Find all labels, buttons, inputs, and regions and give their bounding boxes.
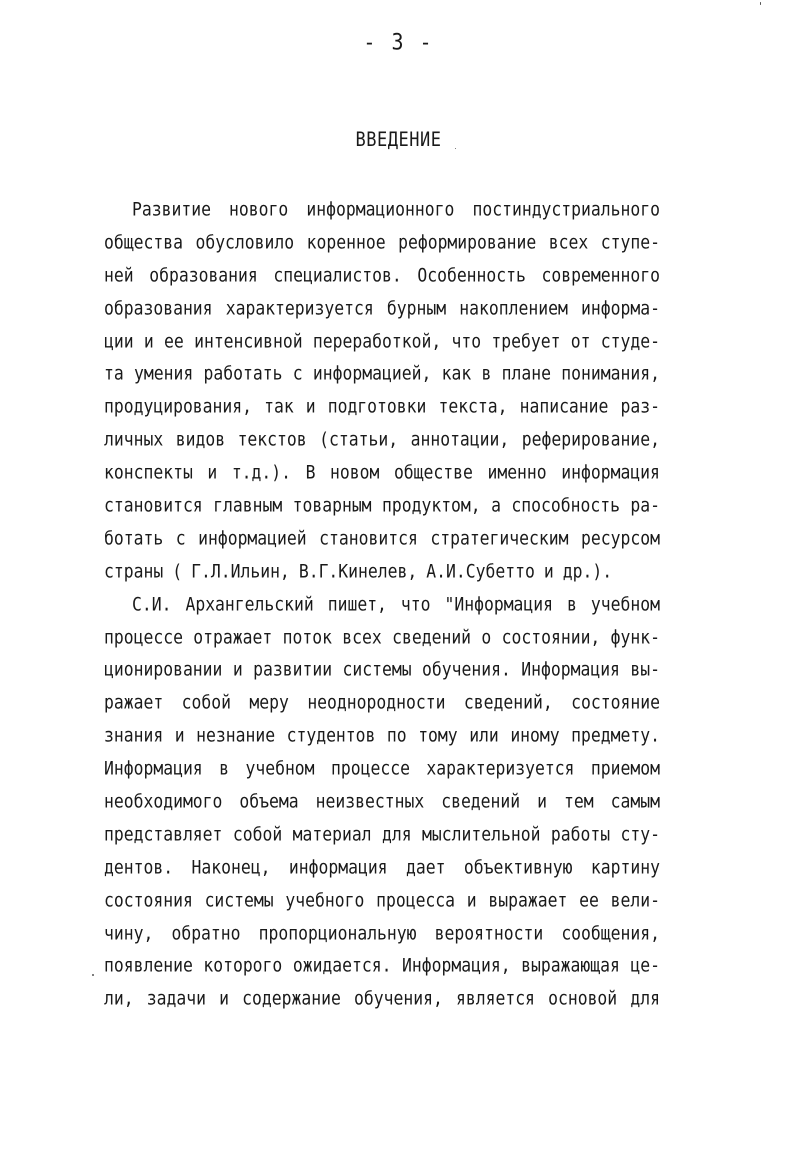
text-line — [104, 488, 660, 525]
word: постиндустриального — [472, 198, 660, 221]
word: сведений — [392, 626, 472, 648]
word: умения — [134, 363, 194, 385]
word: неизвестных — [315, 790, 425, 813]
page-number: - 3 - — [363, 28, 434, 56]
word: интенсивной — [194, 330, 303, 352]
word: для — [381, 823, 412, 845]
word: чину, — [104, 922, 154, 944]
word: по — [386, 724, 407, 747]
word: (статьи, — [319, 428, 399, 451]
text-line — [104, 916, 660, 953]
word: так — [264, 396, 294, 418]
word: ционировании — [104, 659, 223, 681]
word: Наконец, — [191, 856, 271, 878]
text-line — [104, 422, 660, 459]
text-line — [104, 949, 660, 986]
word: аннотации, — [410, 428, 510, 451]
word: студе- — [600, 330, 660, 352]
word: учебном — [590, 593, 660, 615]
word: выражает — [488, 889, 568, 911]
text-line — [104, 620, 660, 657]
word: становится — [319, 527, 418, 549]
word: основой — [548, 988, 618, 1010]
word: информацией, — [312, 363, 432, 385]
word: реферирование, — [521, 428, 660, 451]
body-text — [104, 194, 660, 1016]
word: является — [455, 988, 535, 1010]
word: переработкой, — [312, 330, 442, 352]
word: вероятности — [434, 922, 544, 944]
word: в — [219, 757, 230, 780]
word: текста, — [438, 396, 508, 418]
word: самым — [610, 790, 660, 813]
word: и — [305, 396, 316, 418]
text-line — [104, 192, 660, 229]
word: ней — [104, 264, 134, 286]
word: написание — [519, 396, 609, 418]
word: продуцирования, — [104, 396, 253, 418]
word: студентов — [286, 724, 376, 747]
word: современного — [541, 264, 660, 286]
word: страны — [104, 560, 164, 582]
text-line — [104, 554, 660, 591]
word: или — [469, 724, 499, 747]
word: сведений — [441, 790, 521, 813]
word: в — [481, 363, 492, 385]
word: общества — [104, 231, 183, 253]
word: процесса — [376, 889, 456, 911]
word: состояние — [571, 692, 660, 714]
word: объема — [239, 790, 299, 813]
word: и — [232, 659, 243, 681]
scan-speck — [760, 2, 761, 5]
text-line — [104, 258, 660, 295]
word: А.И.Субетто — [426, 560, 535, 582]
word: необходимого — [104, 790, 223, 813]
word: ражает — [104, 692, 164, 714]
word: информационного — [306, 198, 455, 221]
word: конспекты — [104, 461, 193, 484]
word: с — [292, 363, 303, 385]
word: с — [175, 527, 186, 549]
word: задачи — [146, 988, 206, 1010]
text-line — [104, 389, 660, 426]
word: Г.Л.Ильин, — [191, 560, 290, 582]
text-line — [104, 356, 660, 393]
word: функ- — [610, 626, 660, 648]
word: системы — [342, 659, 412, 681]
word: информация — [288, 856, 388, 878]
word: Развитие — [132, 198, 211, 221]
word: стратегическим — [430, 527, 569, 549]
word: способность — [511, 494, 620, 517]
word: обратно — [171, 922, 241, 944]
text-line — [104, 817, 660, 854]
word: содержание — [242, 988, 341, 1010]
word: учебного — [285, 889, 365, 911]
word: предмету. — [571, 724, 660, 747]
word: Особенность — [417, 264, 526, 286]
word: системы — [204, 889, 274, 911]
word: меру — [249, 692, 289, 714]
word: подготовки — [327, 396, 427, 418]
scan-speck — [455, 148, 456, 149]
word: реформирование — [398, 231, 537, 253]
word: характеризуется — [225, 297, 374, 319]
word: информацией — [198, 527, 307, 549]
word: работы — [550, 823, 611, 845]
word: для — [630, 988, 660, 1010]
word: состояния — [104, 889, 193, 911]
word: бурным — [386, 297, 447, 319]
text-line — [104, 225, 660, 262]
word: и — [219, 988, 230, 1010]
word: С.И. — [132, 593, 172, 615]
word: характеризуется — [426, 757, 575, 780]
word: как — [441, 363, 472, 385]
text-line — [104, 652, 660, 689]
word: товарным — [292, 494, 372, 517]
word: ресурсом — [581, 527, 660, 549]
text-line — [104, 981, 660, 1018]
word: вы- — [630, 659, 660, 681]
word: ции — [104, 330, 134, 352]
word: от — [570, 330, 591, 352]
word: картину — [590, 856, 660, 878]
word: ступе- — [600, 231, 660, 253]
word: именно — [487, 461, 547, 484]
word: вели- — [610, 889, 660, 911]
text-line — [104, 291, 660, 328]
word: тому — [418, 724, 458, 747]
word: незнание — [196, 724, 276, 747]
text-line — [104, 751, 660, 788]
word: всех — [548, 231, 589, 253]
word: Информация — [521, 659, 620, 681]
word: работать — [203, 363, 283, 385]
text-line — [104, 850, 660, 887]
word: образования — [149, 264, 258, 286]
word: иному — [510, 724, 560, 747]
word: мыслительной — [422, 823, 541, 845]
word: В — [305, 461, 316, 484]
scan-speck — [92, 974, 94, 976]
word: развитии — [253, 659, 333, 681]
word: дентов. — [104, 856, 174, 878]
word: что — [400, 593, 431, 615]
word: появление — [104, 955, 193, 977]
word: учебном — [245, 757, 315, 780]
word: а — [491, 494, 501, 517]
word: сообщения, — [561, 922, 660, 944]
text-line — [104, 685, 660, 722]
word: неоднородности — [307, 692, 446, 714]
text-line — [104, 718, 660, 755]
word: плане — [501, 363, 552, 385]
word: Информация, — [402, 955, 511, 977]
word: це- — [630, 955, 660, 977]
word: Информация — [104, 757, 203, 780]
word: новом — [330, 461, 380, 484]
word: В.Г.Кинелев, — [298, 560, 418, 582]
word: ( — [172, 560, 183, 582]
word: объективную — [463, 856, 573, 878]
text-line — [104, 784, 660, 821]
word: дает — [405, 856, 446, 878]
word: и — [537, 790, 548, 813]
word: сведений, — [463, 692, 553, 714]
text-line — [104, 324, 660, 361]
word: представляет — [104, 823, 223, 845]
word: пишет, — [327, 593, 387, 615]
word: ра- — [630, 494, 660, 517]
word: что — [451, 330, 482, 352]
word: и — [543, 560, 554, 582]
word: обществе — [393, 461, 473, 484]
word: главным — [213, 494, 283, 517]
word: ожидается. — [292, 955, 392, 977]
word: др.). — [562, 560, 613, 582]
text-line — [104, 883, 660, 920]
word: понимания, — [561, 363, 660, 385]
word: процессе — [331, 757, 410, 780]
word: обучения. — [422, 659, 511, 681]
section-title: ВВЕДЕНИЕ — [355, 128, 442, 152]
word: выражающая — [521, 955, 620, 977]
word: продуктом, — [381, 494, 481, 517]
word: собой — [181, 692, 231, 714]
word: обусловило — [195, 231, 295, 253]
word: тем — [564, 790, 594, 813]
word: та — [104, 363, 124, 385]
word: и — [466, 889, 477, 911]
word: нового — [229, 198, 289, 221]
word: ее — [164, 330, 184, 352]
word: которого — [203, 955, 283, 977]
word: личных — [104, 428, 164, 451]
word: накоплением — [459, 297, 568, 319]
word: процессе — [104, 626, 183, 648]
word: специалистов. — [273, 264, 402, 286]
word: сту- — [620, 823, 660, 845]
word: обучения, — [354, 988, 443, 1010]
word: и — [143, 330, 154, 352]
word: Архангельский — [185, 593, 314, 615]
word: материал — [292, 823, 372, 845]
word: требует — [491, 330, 561, 352]
word: информация — [561, 461, 660, 484]
word: всех — [342, 626, 382, 648]
word: коренное — [306, 231, 386, 253]
text-line — [104, 455, 660, 492]
word: собой — [232, 823, 283, 845]
word: поток — [282, 626, 332, 648]
word: видов — [175, 428, 226, 451]
word: в — [567, 593, 577, 615]
word: ее — [579, 889, 599, 911]
word: ботать — [104, 527, 164, 549]
word: отражает — [193, 626, 273, 648]
word: приемом — [590, 757, 660, 780]
word: и — [174, 724, 185, 747]
word: знания — [104, 724, 164, 747]
word: и — [207, 461, 218, 484]
word: текстов — [237, 428, 307, 451]
word: о — [481, 626, 492, 648]
word: "Информация — [444, 593, 554, 615]
text-line — [104, 587, 660, 624]
word: информа- — [581, 297, 660, 319]
word: пропорциональную — [258, 922, 417, 944]
word: образования — [104, 297, 213, 319]
word: т.д.). — [231, 461, 292, 484]
word: раз- — [620, 396, 660, 418]
word: ли, — [104, 988, 134, 1010]
word: состоянии, — [501, 626, 601, 648]
text-line — [104, 521, 660, 558]
word: становится — [104, 494, 203, 517]
